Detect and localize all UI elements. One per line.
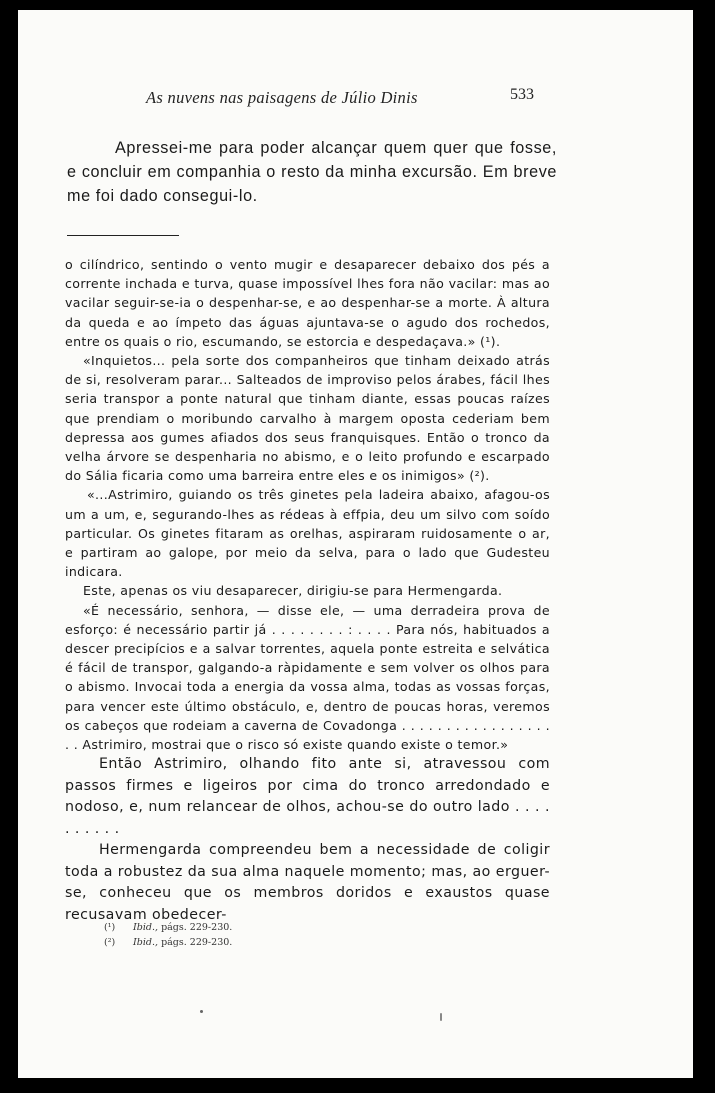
footnote-ref: Ibid.,	[133, 937, 159, 948]
paragraph-1: o cilíndrico, sentindo o vento mugir e desaparecer debaixo dos pés a corrente inchada e turva, quase impossível lhes fora não vacilar: mas ao vacilar seguir-se-ia o despenhar-se, e ao despenhar-se a morte. À altura da queda e ao ímpeto das águas ajuntava-se o agudo dos rochedos, entre os quais o rio, escumando, se estorcia e despedaçava.» (¹).	[65, 257, 550, 349]
lead-text	[67, 136, 557, 208]
page-number: 533	[510, 86, 534, 103]
book-page	[18, 10, 693, 1078]
footnotes	[104, 920, 232, 950]
paper-speck	[200, 1010, 203, 1013]
paper-speck	[440, 1013, 442, 1021]
quoted-text	[65, 255, 550, 926]
paragraph-5: «É necessário, senhora, — disse ele, — uma derradeira prova de esforço: é necessário partir já . . . . . . . . : . . . . Para nós, habituados a descer precipícios e a salvar torrentes, aquela ponte estreita e selvática é fácil de transpor, galgando-a ràpidamente e sem volver os olhos para o abismo. Invocai toda a energia da vossa alma, todas as vossas forças, para vencer este último obstáculo, e, dentro de poucas horas, veremos os cabeços que rodeiam a caverna de Covadonga . . . . . . . . . . . . . . . . . . . Astrimiro, mostrai que o risco só existe quando existe o temor.»	[65, 602, 550, 753]
footnote-2	[104, 935, 232, 950]
paragraph-4: Este, apenas os viu desaparecer, dirigiu-se para Hermengarda.	[83, 583, 503, 599]
footnote-pages: págs. 229-230.	[161, 937, 233, 948]
lead-paragraph: Apressei-me para poder alcançar quem quer que fosse, e concluir em companhia o resto da minha excursão. Em breve me foi dado consegui-lo.	[67, 139, 557, 205]
footnote-pages: págs. 229-230.	[161, 922, 233, 933]
section-divider	[67, 235, 179, 236]
page-header	[18, 88, 693, 112]
paragraph-6: Então Astrimiro, olhando fito ante si, atravessou com passos firmes e ligeiros por cima do tronco arredondado e nodoso, e, num relancear de olhos, achou-se do outro lado . . . . . . . . . .	[65, 756, 550, 837]
footnote-mark: (²)	[104, 937, 116, 948]
running-title: As nuvens nas paisagens de Júlio Dinis	[146, 88, 418, 107]
paragraph-7: Hermengarda compreendeu bem a necessidade de coligir toda a robustez da sua alma naquele momento; mas, ao erguer-se, conheceu que os membros doridos e exaustos quase recusavam obedecer-	[65, 842, 551, 923]
footnote-1	[104, 920, 232, 935]
footnote-ref: Ibid.,	[133, 922, 159, 933]
paragraph-3: «...Astrimiro, guiando os três ginetes pela ladeira abaixo, afagou-os um a um, e, segurando-lhes as rédeas à effpia, deu um silvo com soído particular. Os ginetes fitaram as orelhas, aspiraram ruidosamente o ar, e partiram ao galope, por meio da selva, para o lado que Gudesteu indicara.	[65, 487, 550, 580]
footnote-mark: (¹)	[104, 922, 116, 933]
paragraph-2: «Inquietos... pela sorte dos companheiros que tinham deixado atrás de si, resolveram parar... Salteados de improviso pelos árabes, fácil lhes seria transpor a ponte natural que tinham diante, essas poucas raízes que prendiam o moribundo carvalho à margem oposta cederiam bem depressa aos gumes afiados dos seus franquisques. Então o tronco da velha árvore se despenharia no abismo, e o leito profundo e escarpado do Sália ficaria como uma barreira entre eles e os inimigos» (²).	[65, 353, 550, 484]
